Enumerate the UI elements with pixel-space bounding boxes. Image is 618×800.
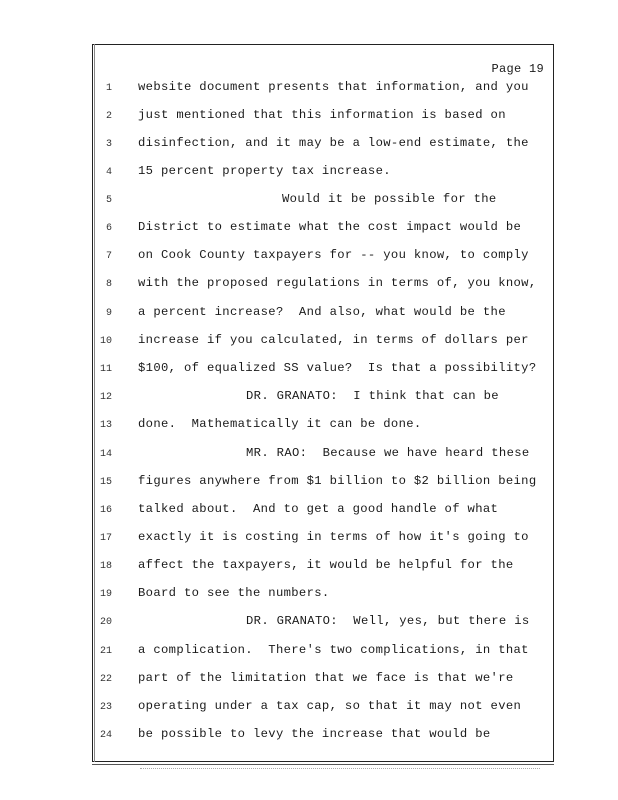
line-text: MR. RAO: Because we have heard these [246, 446, 530, 460]
line-number: 23 [99, 702, 112, 713]
line-text: website document presents that information, and you [138, 80, 529, 94]
line-number: 21 [99, 646, 112, 657]
line-number: 2 [105, 111, 112, 122]
transcript-line [0, 502, 618, 522]
line-number: 10 [99, 336, 112, 347]
scan-artifact-line [140, 768, 540, 773]
line-number: 19 [99, 589, 112, 600]
line-text: operating under a tax cap, so that it may not even [138, 699, 522, 713]
line-number: 17 [99, 533, 112, 544]
transcript-line [0, 305, 618, 325]
line-number: 9 [105, 308, 112, 319]
page-number: Page 19 [491, 62, 544, 76]
line-text: just mentioned that this information is based on [138, 108, 506, 122]
transcript-line [0, 361, 618, 381]
line-number: 8 [105, 279, 112, 290]
line-text: a percent increase? And also, what would be the [138, 305, 506, 319]
line-text: part of the limitation that we face is that we're [138, 671, 514, 685]
transcript-line [0, 108, 618, 128]
transcript-line [0, 164, 618, 184]
line-number: 6 [105, 223, 112, 234]
line-text: District to estimate what the cost impact would be [138, 220, 522, 234]
transcript-line [0, 643, 618, 663]
transcript-line [0, 474, 618, 494]
transcript-line [0, 530, 618, 550]
line-text: Board to see the numbers. [138, 586, 330, 600]
line-text: on Cook County taxpayers for -- you know, to comply [138, 248, 529, 262]
transcript-line [0, 248, 618, 268]
transcript-line [0, 671, 618, 691]
transcript-line [0, 727, 618, 747]
line-text: with the proposed regulations in terms of, you know, [138, 276, 537, 290]
transcript-line [0, 699, 618, 719]
bottom-rule [92, 764, 554, 765]
line-number: 15 [99, 477, 112, 488]
line-text: be possible to levy the increase that would be [138, 727, 491, 741]
line-text: Would it be possible for the [282, 192, 497, 206]
line-text: DR. GRANATO: I think that can be [246, 389, 499, 403]
line-number: 24 [99, 730, 112, 741]
transcript-line [0, 614, 618, 634]
transcript-line [0, 220, 618, 240]
line-number: 18 [99, 561, 112, 572]
line-number: 4 [105, 167, 112, 178]
line-text: DR. GRANATO: Well, yes, but there is [246, 614, 530, 628]
transcript-line [0, 192, 618, 212]
line-text: exactly it is costing in terms of how it's going to [138, 530, 529, 544]
line-number: 1 [105, 83, 112, 94]
line-text: increase if you calculated, in terms of dollars per [138, 333, 529, 347]
transcript-line [0, 333, 618, 353]
line-text: 15 percent property tax increase. [138, 164, 391, 178]
transcript-line [0, 558, 618, 578]
line-number: 14 [99, 449, 112, 460]
transcript-line [0, 80, 618, 100]
line-number: 12 [99, 392, 112, 403]
line-text: talked about. And to get a good handle of what [138, 502, 499, 516]
transcript-line [0, 389, 618, 409]
line-text: figures anywhere from $1 billion to $2 billion being [138, 474, 537, 488]
line-number: 3 [105, 139, 112, 150]
transcript-line [0, 276, 618, 296]
transcript-line [0, 586, 618, 606]
transcript-line [0, 136, 618, 156]
line-number: 20 [99, 617, 112, 628]
line-number: 16 [99, 505, 112, 516]
transcript-line [0, 417, 618, 437]
line-number: 22 [99, 674, 112, 685]
line-text: a complication. There's two complications, in that [138, 643, 529, 657]
transcript-line [0, 446, 618, 466]
line-number: 5 [105, 195, 112, 206]
line-text: affect the taxpayers, it would be helpful for the [138, 558, 514, 572]
line-number: 7 [105, 251, 112, 262]
line-text: done. Mathematically it can be done. [138, 417, 422, 431]
line-number: 13 [99, 420, 112, 431]
line-text: $100, of equalized SS value? Is that a possibility? [138, 361, 537, 375]
line-text: disinfection, and it may be a low-end estimate, the [138, 136, 529, 150]
line-number: 11 [99, 364, 112, 375]
